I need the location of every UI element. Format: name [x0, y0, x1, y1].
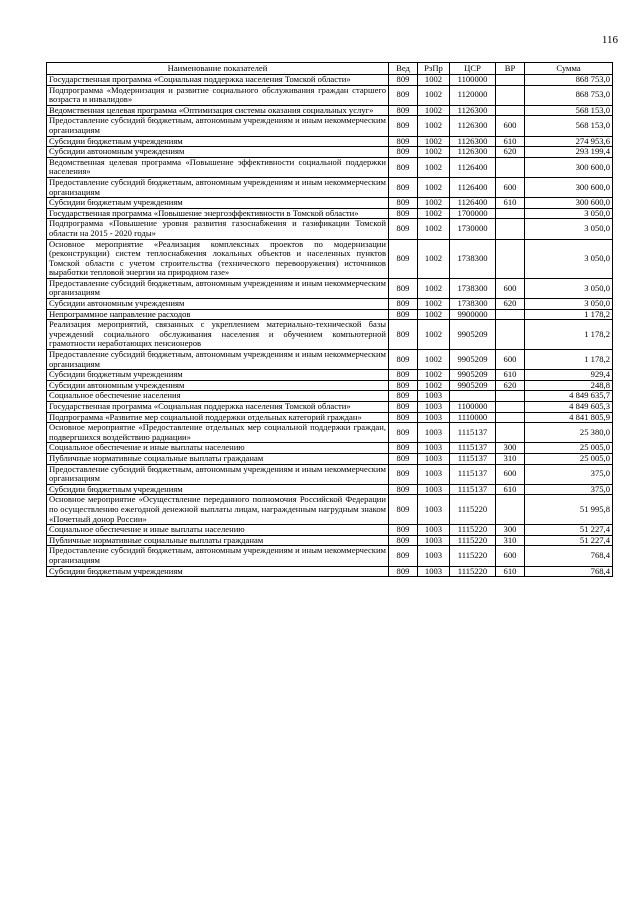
cell-name: Основное мероприятие «Реализация комплексных проектов по модернизации (реконструкции) систем теплоснабжения локальных объектов и населенных пунктов Томской области с учетом строительства (технического перевооружения) источников выработки тепловой энергии на природном газе» [47, 239, 389, 278]
cell-csr: 1126400 [450, 198, 496, 209]
cell-vr [496, 75, 525, 86]
cell-csr: 9905209 [450, 380, 496, 391]
cell-name: Предоставление субсидий бюджетным, автономным учреждениям и иным некоммерческим организациям [47, 177, 389, 197]
cell-vr: 300 [496, 443, 525, 454]
budget-table [46, 62, 613, 577]
page-number: 116 [601, 34, 618, 46]
cell-name: Государственная программа «Социальная поддержка населения Томской области» [47, 75, 389, 86]
cell-rzpr: 1002 [418, 208, 450, 219]
table-row [47, 85, 613, 105]
cell-sum: 4 849 635,7 [525, 391, 613, 402]
cell-sum: 25 005,0 [525, 443, 613, 454]
cell-sum: 768,4 [525, 546, 613, 566]
cell-ved: 809 [389, 423, 418, 443]
cell-rzpr: 1002 [418, 105, 450, 116]
table-row [47, 495, 613, 525]
cell-sum: 4 849 605,3 [525, 402, 613, 413]
table-row [47, 157, 613, 177]
table-row [47, 380, 613, 391]
cell-rzpr: 1003 [418, 423, 450, 443]
cell-ved: 809 [389, 320, 418, 350]
cell-name: Публичные нормативные социальные выплаты гражданам [47, 535, 389, 546]
cell-ved: 809 [389, 370, 418, 381]
cell-name: Субсидии автономным учреждениям [47, 147, 389, 158]
cell-rzpr: 1002 [418, 85, 450, 105]
cell-ved: 809 [389, 453, 418, 464]
cell-name: Подпрограмма «Повышение уровня развития газоснабжения и газификации Томской области на 2015 - 2020 годы» [47, 219, 389, 239]
cell-rzpr: 1003 [418, 484, 450, 495]
cell-ved: 809 [389, 198, 418, 209]
cell-sum: 51 227,4 [525, 535, 613, 546]
cell-csr: 1126300 [450, 147, 496, 158]
cell-rzpr: 1003 [418, 546, 450, 566]
cell-rzpr: 1003 [418, 566, 450, 577]
header-csr: ЦСР [450, 63, 496, 75]
cell-rzpr: 1002 [418, 198, 450, 209]
cell-sum: 568 153,0 [525, 105, 613, 116]
cell-rzpr: 1002 [418, 350, 450, 370]
cell-csr: 1115137 [450, 453, 496, 464]
cell-name: Публичные нормативные социальные выплаты гражданам [47, 453, 389, 464]
cell-name: Предоставление субсидий бюджетным, автономным учреждениям и иным некоммерческим организациям [47, 546, 389, 566]
cell-ved: 809 [389, 278, 418, 298]
cell-name: Ведомственная целевая программа «Повышение эффективности социальной поддержки населения» [47, 157, 389, 177]
cell-csr: 9905209 [450, 370, 496, 381]
cell-vr: 600 [496, 464, 525, 484]
cell-sum: 3 050,0 [525, 219, 613, 239]
cell-rzpr: 1003 [418, 412, 450, 423]
cell-vr: 600 [496, 278, 525, 298]
cell-rzpr: 1002 [418, 370, 450, 381]
cell-rzpr: 1002 [418, 157, 450, 177]
cell-name: Предоставление субсидий бюджетным, автономным учреждениям и иным некоммерческим организациям [47, 278, 389, 298]
cell-vr [496, 495, 525, 525]
cell-csr: 1115220 [450, 525, 496, 536]
table-row [47, 391, 613, 402]
table-row [47, 546, 613, 566]
header-vr: ВР [496, 63, 525, 75]
cell-sum: 768,4 [525, 566, 613, 577]
table-row [47, 535, 613, 546]
cell-ved: 809 [389, 85, 418, 105]
table-row [47, 453, 613, 464]
cell-ved: 809 [389, 208, 418, 219]
table-row [47, 198, 613, 209]
cell-csr: 1115220 [450, 535, 496, 546]
cell-sum: 375,0 [525, 484, 613, 495]
cell-name: Субсидии бюджетным учреждениям [47, 370, 389, 381]
cell-vr: 310 [496, 453, 525, 464]
cell-sum: 3 050,0 [525, 239, 613, 278]
cell-ved: 809 [389, 116, 418, 136]
cell-csr: 1115137 [450, 464, 496, 484]
cell-vr [496, 105, 525, 116]
cell-csr: 1100000 [450, 402, 496, 413]
cell-ved: 809 [389, 239, 418, 278]
cell-name: Субсидии бюджетным учреждениям [47, 136, 389, 147]
cell-ved: 809 [389, 495, 418, 525]
cell-ved: 809 [389, 464, 418, 484]
cell-sum: 51 995,8 [525, 495, 613, 525]
cell-ved: 809 [389, 525, 418, 536]
cell-sum: 929,4 [525, 370, 613, 381]
cell-name: Непрограммное направление расходов [47, 309, 389, 320]
cell-rzpr: 1002 [418, 320, 450, 350]
cell-csr [450, 391, 496, 402]
cell-vr: 620 [496, 299, 525, 310]
cell-csr: 1120000 [450, 85, 496, 105]
table-row [47, 350, 613, 370]
cell-ved: 809 [389, 177, 418, 197]
cell-rzpr: 1002 [418, 116, 450, 136]
cell-name: Основное мероприятие «Осуществление переданного полномочия Российской Федерации по осуществлению ежегодной денежной выплаты лицам, награжденным нагрудным знаком «Почетный донор России» [47, 495, 389, 525]
cell-name: Государственная программа «Повышение энергоэффективности в Томской области» [47, 208, 389, 219]
cell-ved: 809 [389, 309, 418, 320]
cell-ved: 809 [389, 412, 418, 423]
cell-ved: 809 [389, 136, 418, 147]
cell-rzpr: 1002 [418, 147, 450, 158]
cell-csr: 1115137 [450, 443, 496, 454]
cell-sum: 293 199,4 [525, 147, 613, 158]
cell-rzpr: 1002 [418, 136, 450, 147]
cell-name: Основное мероприятие «Предоставление отдельных мер социальной поддержки граждан, подвергшихся воздействию радиации» [47, 423, 389, 443]
cell-name: Субсидии бюджетным учреждениям [47, 566, 389, 577]
header-rzpr: РзПр [418, 63, 450, 75]
table-header [47, 63, 613, 75]
cell-sum: 4 841 805,9 [525, 412, 613, 423]
table-row [47, 484, 613, 495]
cell-rzpr: 1003 [418, 443, 450, 454]
cell-name: Предоставление субсидий бюджетным, автономным учреждениям и иным некоммерческим организациям [47, 464, 389, 484]
cell-csr: 1115137 [450, 484, 496, 495]
cell-sum: 25 005,0 [525, 453, 613, 464]
table-row [47, 412, 613, 423]
cell-ved: 809 [389, 380, 418, 391]
cell-rzpr: 1003 [418, 495, 450, 525]
table-row [47, 443, 613, 454]
cell-vr: 620 [496, 380, 525, 391]
cell-rzpr: 1002 [418, 309, 450, 320]
cell-sum: 1 178,2 [525, 350, 613, 370]
cell-name: Субсидии бюджетным учреждениям [47, 198, 389, 209]
cell-vr [496, 320, 525, 350]
cell-name: Реализация мероприятий, связанных с укреплением материально-технической базы учреждений социального обслуживания населения и обучением компьютерной грамотности неработающих пенсионеров [47, 320, 389, 350]
cell-name: Предоставление субсидий бюджетным, автономным учреждениям и иным некоммерческим организациям [47, 116, 389, 136]
cell-sum: 868 753,0 [525, 75, 613, 86]
cell-sum: 1 178,2 [525, 320, 613, 350]
cell-ved: 809 [389, 350, 418, 370]
cell-vr: 310 [496, 535, 525, 546]
cell-rzpr: 1002 [418, 239, 450, 278]
cell-sum: 274 953,6 [525, 136, 613, 147]
cell-rzpr: 1003 [418, 464, 450, 484]
cell-csr: 9905209 [450, 350, 496, 370]
table-row [47, 239, 613, 278]
table-row [47, 136, 613, 147]
cell-sum: 568 153,0 [525, 116, 613, 136]
table-row [47, 278, 613, 298]
cell-rzpr: 1002 [418, 75, 450, 86]
header-sum: Сумма [525, 63, 613, 75]
cell-sum: 375,0 [525, 464, 613, 484]
cell-vr: 620 [496, 147, 525, 158]
table-row [47, 219, 613, 239]
cell-sum: 51 227,4 [525, 525, 613, 536]
cell-vr [496, 412, 525, 423]
table-row [47, 423, 613, 443]
cell-name: Государственная программа «Социальная поддержка населения Томской области» [47, 402, 389, 413]
table-row [47, 75, 613, 86]
header-name: Наименование показателей [47, 63, 389, 75]
cell-rzpr: 1002 [418, 219, 450, 239]
cell-rzpr: 1002 [418, 278, 450, 298]
cell-rzpr: 1002 [418, 380, 450, 391]
cell-ved: 809 [389, 105, 418, 116]
cell-csr: 9905209 [450, 320, 496, 350]
cell-ved: 809 [389, 391, 418, 402]
cell-vr [496, 391, 525, 402]
cell-sum: 3 050,0 [525, 208, 613, 219]
cell-csr: 1730000 [450, 219, 496, 239]
cell-name: Подпрограмма «Развитие мер социальной поддержки отдельных категорий граждан» [47, 412, 389, 423]
table-body [47, 75, 613, 577]
cell-ved: 809 [389, 535, 418, 546]
cell-sum: 25 380,0 [525, 423, 613, 443]
cell-rzpr: 1002 [418, 177, 450, 197]
cell-rzpr: 1003 [418, 453, 450, 464]
table-row [47, 105, 613, 116]
table-row [47, 566, 613, 577]
cell-name: Субсидии автономным учреждениям [47, 299, 389, 310]
cell-rzpr: 1003 [418, 535, 450, 546]
cell-ved: 809 [389, 75, 418, 86]
cell-vr [496, 85, 525, 105]
table-row [47, 525, 613, 536]
cell-name: Субсидии автономным учреждениям [47, 380, 389, 391]
cell-name: Социальное обеспечение и иные выплаты населению [47, 443, 389, 454]
cell-sum: 868 753,0 [525, 85, 613, 105]
cell-sum: 300 600,0 [525, 177, 613, 197]
cell-ved: 809 [389, 219, 418, 239]
cell-ved: 809 [389, 546, 418, 566]
cell-ved: 809 [389, 147, 418, 158]
cell-vr [496, 157, 525, 177]
cell-ved: 809 [389, 566, 418, 577]
cell-csr: 1738300 [450, 299, 496, 310]
cell-csr: 1100000 [450, 75, 496, 86]
cell-ved: 809 [389, 157, 418, 177]
cell-csr: 1110000 [450, 412, 496, 423]
cell-vr: 610 [496, 484, 525, 495]
header-row [47, 63, 613, 75]
table-row [47, 402, 613, 413]
table-row [47, 320, 613, 350]
cell-name: Ведомственная целевая программа «Оптимизация системы оказания социальных услуг» [47, 105, 389, 116]
cell-vr [496, 402, 525, 413]
cell-vr: 600 [496, 546, 525, 566]
table-row [47, 208, 613, 219]
cell-vr [496, 219, 525, 239]
table-row [47, 370, 613, 381]
cell-rzpr: 1002 [418, 299, 450, 310]
cell-vr: 610 [496, 566, 525, 577]
cell-vr: 610 [496, 136, 525, 147]
cell-vr: 300 [496, 525, 525, 536]
table-row [47, 177, 613, 197]
cell-ved: 809 [389, 402, 418, 413]
cell-csr: 9900000 [450, 309, 496, 320]
cell-vr [496, 208, 525, 219]
cell-sum: 300 600,0 [525, 157, 613, 177]
cell-name: Предоставление субсидий бюджетным, автономным учреждениям и иным некоммерческим организациям [47, 350, 389, 370]
cell-csr: 1115220 [450, 566, 496, 577]
cell-rzpr: 1003 [418, 525, 450, 536]
cell-csr: 1115220 [450, 495, 496, 525]
cell-vr: 600 [496, 177, 525, 197]
cell-sum: 1 178,2 [525, 309, 613, 320]
cell-name: Социальное обеспечение населения [47, 391, 389, 402]
cell-ved: 809 [389, 299, 418, 310]
cell-sum: 3 050,0 [525, 299, 613, 310]
table-row [47, 464, 613, 484]
cell-vr [496, 309, 525, 320]
cell-sum: 3 050,0 [525, 278, 613, 298]
header-ved: Вед [389, 63, 418, 75]
cell-csr: 1126300 [450, 116, 496, 136]
table-row [47, 147, 613, 158]
cell-vr: 600 [496, 350, 525, 370]
cell-csr: 1115137 [450, 423, 496, 443]
cell-csr: 1126400 [450, 157, 496, 177]
table-row [47, 309, 613, 320]
cell-csr: 1738300 [450, 239, 496, 278]
cell-vr: 600 [496, 116, 525, 136]
cell-vr: 610 [496, 198, 525, 209]
cell-name: Социальное обеспечение и иные выплаты населению [47, 525, 389, 536]
cell-rzpr: 1003 [418, 402, 450, 413]
cell-name: Подпрограмма «Модернизация и развитие социального обслуживания граждан старшего возраста и инвалидов» [47, 85, 389, 105]
cell-vr [496, 239, 525, 278]
cell-sum: 300 600,0 [525, 198, 613, 209]
cell-csr: 1126300 [450, 136, 496, 147]
table-row [47, 299, 613, 310]
cell-ved: 809 [389, 443, 418, 454]
cell-csr: 1115220 [450, 546, 496, 566]
cell-csr: 1126400 [450, 177, 496, 197]
cell-csr: 1738300 [450, 278, 496, 298]
table-row [47, 116, 613, 136]
cell-ved: 809 [389, 484, 418, 495]
cell-csr: 1700000 [450, 208, 496, 219]
cell-vr: 610 [496, 370, 525, 381]
cell-name: Субсидии бюджетным учреждениям [47, 484, 389, 495]
cell-csr: 1126300 [450, 105, 496, 116]
cell-sum: 248,8 [525, 380, 613, 391]
cell-rzpr: 1003 [418, 391, 450, 402]
cell-vr [496, 423, 525, 443]
